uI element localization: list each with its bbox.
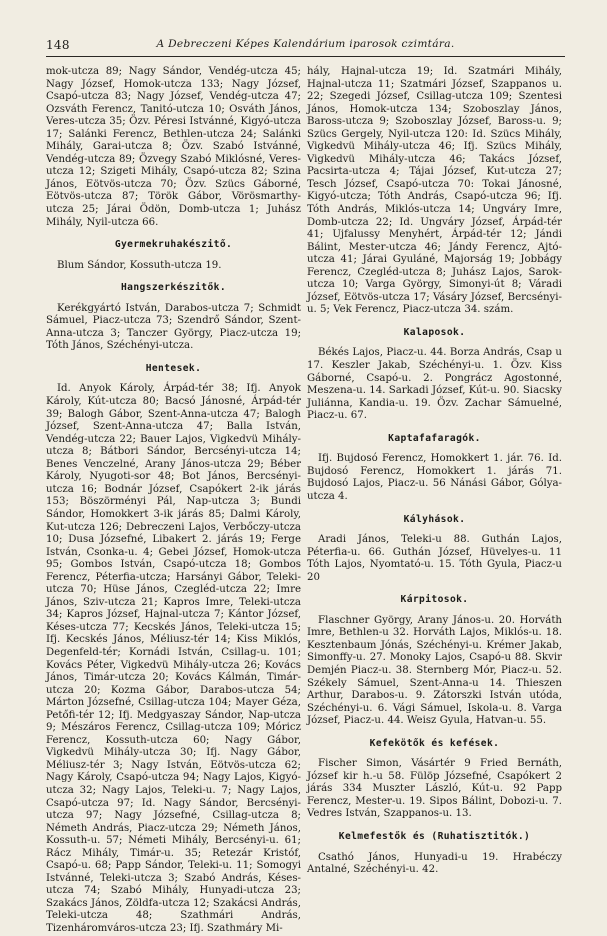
- section-heading-kelmefestok: Kelmefestők és (Ruhatisztitók.): [338, 830, 531, 842]
- right-column: [307, 66, 562, 877]
- section-text-kalyhasok: Aradi János, Teleki-u 88. Guthán Lajos, Péterfia-u. 66. Guthán József, Hüvelyes-u. 11 Tóth Lajos, Nyomtató-u. 15. Tóth Gyula, Piacz-u 20: [307, 534, 562, 583]
- section-text-kaptafafaragok: Ifj. Bujdosó Ferencz, Homokkert 1. jár. 76. Id. Bujdosó Ferencz, Homokkert 1. járás 71. Bujdosó Lajos, Piacz-u. 56 Nánási Gábor, Gólya-utcza 4.: [307, 453, 562, 502]
- page-header: [46, 38, 565, 57]
- section-heading-kefekotok: Kefekötők és kefések.: [369, 737, 500, 749]
- section-text-hangszerkeszitok: Kerékgyártó István, Darabos-utcza 7; Schmidt Sámuel, Piacz-utcza 73; Szendrő Sándor, Szent-Anna-utcza 3; Tanczer György, Piacz-utcza 19; Tóth János, Széchényi-utcza.: [46, 302, 301, 352]
- running-title: A Debreczeni Képes Kalendárium iparosok czimtára.: [156, 38, 455, 50]
- section-heading-karpitosok: Kárpitosok.: [400, 594, 469, 606]
- section-heading-kalaposok: Kalaposok.: [403, 326, 466, 338]
- page-number: 148: [46, 38, 70, 52]
- section-text-kefekotok: Fischer Simon, Vásártér 9 Fried Bernáth, József kir h.-u 58. Fülöp Józsefné, Csapókert 2 járás 334 Muszter László, Kút-u. 92 Papp Ferencz, Mester-u. 19. Sipos Bálint, Dobozi-u. 7. Vedres István, Szappanos-u. 13.: [307, 758, 562, 820]
- section-heading-hentesek: Hentesek.: [145, 362, 202, 374]
- section-heading-gyermekruhakeszito: Gyermekruhakészitő.: [114, 239, 233, 251]
- section-text-karpitosok: Flaschner György, Arany János-u. 20. Horváth Imre, Bethlen-u 32. Horváth Lajos, Miklós-u. 18. Kesztenbaum Jónás, Széchényi-u. Krémer Jakab, Simonffy-u. 27. Monoky Lajos, Csapó-u 88. Skvir Demjén Piacz-u. 38. Sternberg Mór, Piacz-u. 52. Székely Sámuel, Szent-Anna-u 14. Thieszen Arthur, Darabos-u. 9. Zátorszki István utóda, Széchényi-u. 6. Vági Sámuel, Iskola-u. 8. Varga József, Piacz-u. 44. Weisz Gyula, Hatvan-u. 55.: [307, 614, 562, 727]
- section-text-gyermekruhakeszito: Blum Sándor, Kossuth-utcza 19.: [57, 259, 222, 271]
- section-heading-hangszerkeszitok: Hangszerkészitők.: [121, 282, 226, 294]
- left-column: [46, 66, 301, 936]
- left-intro-paragraph: mok-utcza 89; Nagy Sándor, Vendég-utcza 45; Nagy József, Homok-utcza 133; Nagy József, Csapó-utcza 83; Nagy József, Vendég-utcza 47; Ozsváth Ferencz, Tanitó-utcza 10; Osváth János, Veres-utcza 35; Özv. Péresi Istvánné, Kigyó-utcza 17; Salánki Ferencz, Bethlen-utcza 24; Salánki Mihály, Garai-utcza 8; Özv. Szabó Istvánné, Vendég-utcza 89; Özvegy Szabó Miklósné, Veres-utcza 12; Szigeti Mihály, Csapó-utcza 82; Szina János, Eötvös-utcza 70; Özv. Szücs Gáborné, Eötvös-utcza 87; Török Gábor, Vörösmarthy-utcza 25; Járai Ödön, Domb-utcza 1; Juhász Mihály, Nyil-utcza 66.: [46, 66, 301, 228]
- right-intro-paragraph: hály, Hajnal-utcza 19; Id. Szatmári Mihály, Hajnal-utcza 11; Szatmári József, Szappanos u. 22; Szegedi József, Csillag-utcza 109; Szentesi János, Homok-utcza 134; Szoboszlay János, Baross-utcza 9; Szoboszlay József, Baross-u. 9; Szücs Gergely, Nyil-utcza 120: Id. Szücs Mihály, Vigkedvü Mihály-utcza 46; Ifj. Szücs Mihály, Vigkedvü Mihály-utcza 46; Takács József, Pacsirta-utcza 4; Tájai József, Kut-utcza 27; Tesch József, Csapó-utcza 70: Tokai Jánosné, Kigyó-utcza; Tóth András, Csapó-utcza 96; Ifj. Tóth András, Miklós-utcza 14; Ungváry Imre, Domb-utcza 22; Id. Ungváry József, Árpád-tér 41; Ujfalussy Menyhért, Árpád-tér 12; Jándi Bálint, Mester-utcza 46; Jándy Ferencz, Ajtó-utcza 41; Járai Gyuláné, Majorság 19; Jobbágy Ferencz, Czegléd-utcza 8; Juhász Lajos, Sarok-utcza 10; Varga György, Simonyi-út 8; Váradi József, Eötvös-utcza 17; Vásáry József, Bercsényi-u. 5; Vek Ferencz, Piacz-utcza 34. szám.: [307, 66, 562, 316]
- section-text-hentesek: Id. Anyok Károly, Árpád-tér 38; Ifj. Anyok Károly, Kút-utcza 80; Bacsó Jánosné, Árpád-tér 39; Balogh Gábor, Szent-Anna-utcza 47; Balogh József, Szent-Anna-utcza 47; Balla István, Vendég-utcza 22; Bauer Lajos, Vigkedvü Mihály-utcza 8; Bátbori Sándor, Bercsényi-utcza 14; Benes Venczelné, Arany János-utcza 29; Béber Károly, Nyugoti-sor 48; Bot János, Bercsényi-utcza 16; Bodnár József, Csapókert 2-ik járás 153; Böszörményi Pál, Nap-utcza 3; Bundi Sándor, Homokkert 3-ik járás 85; Dalmi Károly, Kut-utcza 126; Debreczeni Lajos, Verbőczy-utcza 10; Dusa Józsefné, Libakert 2. járás 19; Ferge István, Csonka-u. 4; Gebei József, Homok-utcza 95; Gombos István, Csapó-utcza 18; Gombos Ferencz, Péterfia-utcza; Harsányi Gábor, Teleki-utcza 70; Hüse János, Czegléd-utcza 22; Imre János, Sziv-utcza 21; Kapros Imre, Teleki-utcza 34; Kapros József, Hajnal-utcza 7; Kántor József, Késes-utcza 77; Kecskés János, Teleki-utcza 15; Ifj. Kecskés János, Méliusz-tér 14; Kiss Miklós, Degenfeld-tér; Kornádi István, Csillag-u. 101; Kovács Péter, Vigkedvü Mihály-utcza 26; Kovács János, Timár-utcza 20; Kovács Kálmán, Timár-utcza 20; Kozma Gábor, Darabos-utcza 54; Márton Józsefné, Csillag-utcza 104; Mayer Géza, Petőfi-tér 12; Ifj. Medgyaszay Sándor, Nap-utcza 9; Mészáros Ferencz, Csillag-utcza 109; Móricz Ferencz, Kossuth-utcza 60; Nagy Gábor, Vigkedvü Mihály-utcza 30; Ifj. Nagy Gábor, Méliusz-tér 3; Nagy István, Eötvös-utcza 62; Nagy Károly, Csapó-utcza 94; Nagy Lajos, Kigyó-utcza 32; Nagy Lajos, Teleki-u. 7; Nagy Lajos, Csapó-utcza 97; Id. Nagy Sándor, Bercsényi-utcza 97; Nagy Józsefné, Csillag-utcza 8; Németh András, Piacz-utcza 29; Németh János, Kossuth-u. 57; Németi Mihály, Bercsényi-u. 61; Rácz Mihály, Timár-u. 35; Retezár Kristóf, Csapó-u. 68; Papp Sándor, Teleki-u. 11; Somogyi Istvánné, Teleki-utcza 3; Szabó András, Késes-utcza 74; Szabó Mihály, Hunyadi-utcza 23; Szakács János, Zöldfa-utcza 12; Szakácsi András, Teleki-utcza 48; Szathmári András, Tizenháromváros-utcza 23; Ifj. Szathmáry Mi-: [46, 383, 301, 934]
- section-text-kelmefestok: Csathó János, Hunyadi-u 19. Hrabéczy Antalné, Széchényi-u. 42.: [307, 851, 562, 876]
- section-text-kalaposok: Békés Lajos, Piacz-u. 44. Borza András, Csap u 17. Keszler Jakab, Széchényi-u. 1. Özv. Kiss Gáborné, Csapó-u. 2. Pongrácz Agostonné, Meszena-u. 14. Sarkadi József, Kút-u. 90. Siacsky Juliánna, Kandia-u. 19. Özv. Zachar Sámuelné, Piacz-u. 67.: [307, 347, 562, 422]
- section-heading-kaptafafaragok: Kaptafafaragók.: [388, 432, 481, 444]
- section-heading-kalyhasok: Kályhások.: [403, 513, 466, 525]
